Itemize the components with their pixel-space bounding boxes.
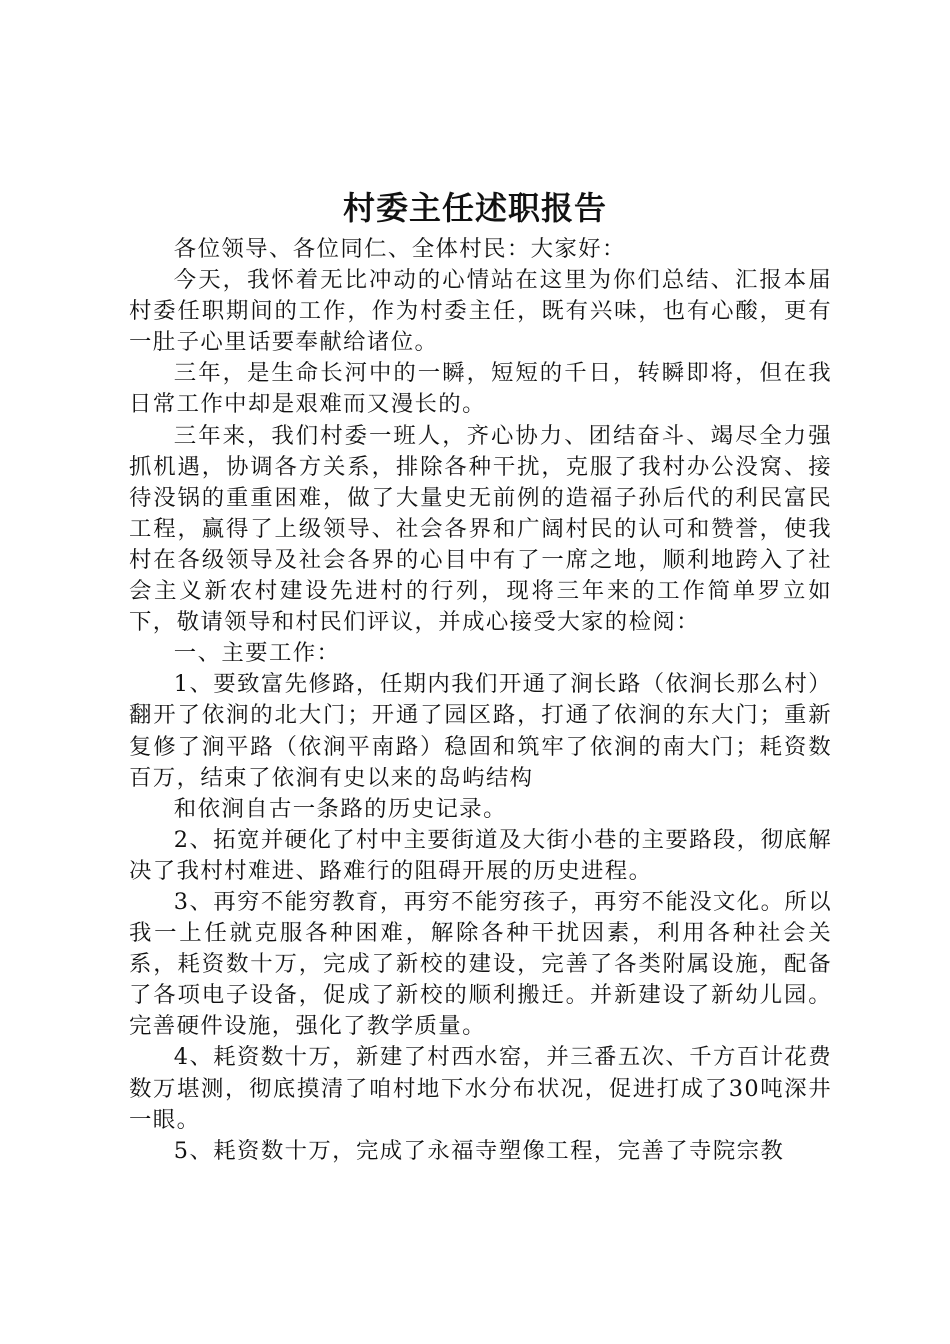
paragraph: 三年，是生命长河中的一瞬，短短的千日，转瞬即将，但在我日常工作中却是艰难而又漫长的。 — [129, 360, 832, 418]
list-item: 2、拓宽并硬化了村中主要街道及大街小巷的主要路段，彻底解决了我村村难进、路难行的阻碍开展的历史进程。 — [129, 826, 832, 884]
document-body — [129, 234, 832, 1167]
list-item: 3、再穷不能穷教育，再穷不能穷孩子，再穷不能没文化。所以我一上任就克服各种困难，解除各种干扰因素，利用各种社会关系，耗资数十万，完成了新校的建设，完善了各类附属设施，配备了各项电子设备，促成了新校的顺利搬迁。并新建设了新幼儿园。完善硬件设施，强化了教学质量。 — [129, 888, 832, 1040]
section-heading: 一、主要工作： — [173, 640, 341, 667]
document-title: 村委主任述职报告 — [342, 189, 607, 227]
list-item: 4、耗资数十万，新建了村西水窑，并三番五次、千方百计花费数万堪测，彻底摸清了咱村地下水分布状况，促进打成了30吨深井一眼。 — [129, 1044, 832, 1133]
list-item: 5、耗资数十万，完成了永福寺塑像工程，完善了寺院宗教 — [173, 1137, 785, 1164]
paragraph: 今天，我怀着无比冲动的心情站在这里为你们总结、汇报本届村委任职期间的工作，作为村委主任，既有兴味，也有心酸，更有一肚子心里话要奉献给诸位。 — [129, 267, 832, 356]
paragraph-greeting: 各位领导、各位同仁、全体村民：大家好： — [173, 236, 626, 262]
paragraph: 和依涧自古一条路的历史记录。 — [173, 795, 507, 822]
list-item: 1、要致富先修路，任期内我们开通了涧长路（依涧长那么村）翻开了依涧的北大门；开通了园区路，打通了依涧的东大门；重新复修了涧平路（依涧平南路）稳固和筑牢了依涧的南大门；耗资数百万，结束了依涧有史以来的岛屿结构 — [129, 671, 832, 791]
paragraph: 三年来，我们村委一班人，齐心协力、团结奋斗、竭尽全力强抓机遇，协调各方关系，排除各种干扰，克服了我村办公没窝、接待没锅的重重困难，做了大量史无前例的造福子孙后代的利民富民工程，赢得了上级领导、社会各界和广阔村民的认可和赞誉，使我村在各级领导及社会各界的心目中有了一席之地，顺利地跨入了社会主义新农村建设先进村的行列，现将三年来的工作简单罗立如下，敬请领导和村民们评议，并成心接受大家的检阅： — [129, 422, 832, 636]
